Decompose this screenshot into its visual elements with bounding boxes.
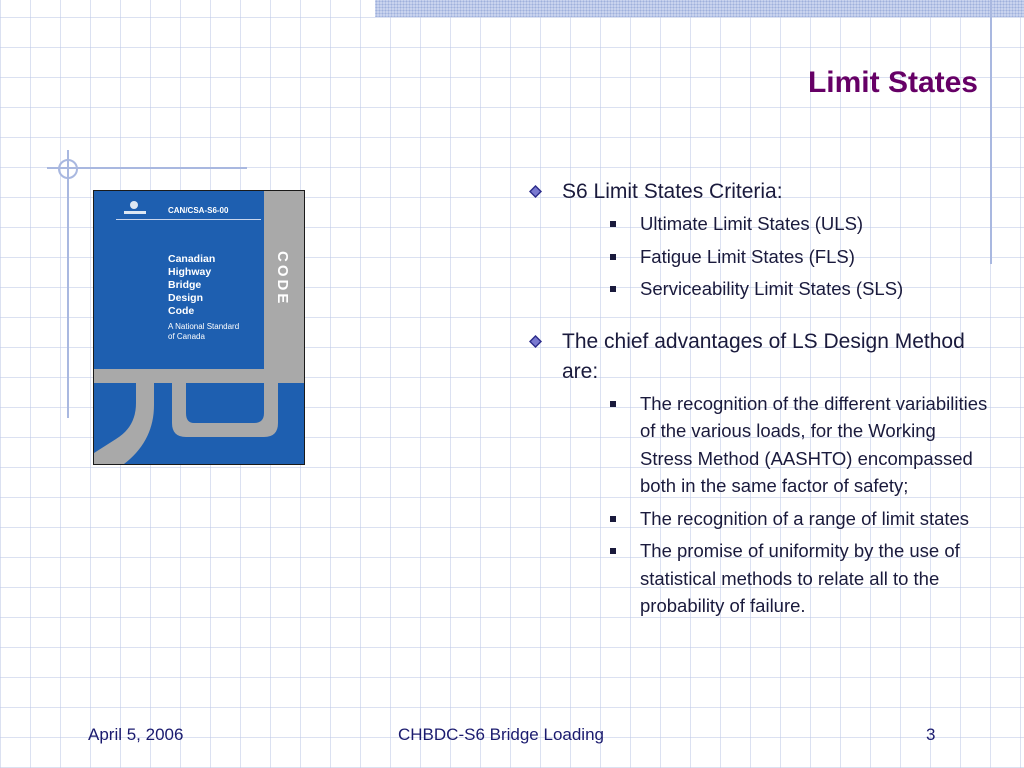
sub-bullet-text: The recognition of a range of limit states <box>640 507 970 529</box>
sub-bullet-item <box>562 210 988 238</box>
square-bullet-icon <box>610 286 616 292</box>
footer-page-number: 3 <box>926 725 936 744</box>
book-cover-graphic <box>94 191 304 464</box>
diamond-bullet-icon <box>529 185 542 198</box>
cover-title-line: Code <box>168 305 195 317</box>
cover-title-line: Bridge <box>168 279 202 291</box>
sub-bullet-item <box>562 505 988 533</box>
left-vertical-decorative-line <box>67 150 69 418</box>
sub-bullet-text: Serviceability Limit States (SLS) <box>640 278 904 299</box>
sub-bullet-list <box>562 390 988 620</box>
bullet-level1 <box>528 327 988 620</box>
top-decorative-band <box>375 0 1024 17</box>
bullet-text: S6 Limit States Criteria: <box>562 180 783 203</box>
square-bullet-icon <box>610 221 616 227</box>
sub-bullet-text: The recognition of the different variabilities of the various loads, for the Working Stress Method (AASHTO) encompassed both in the same factor of safety; <box>640 392 988 496</box>
cover-header-code: CAN/CSA-S6-00 <box>168 206 229 215</box>
diamond-bullet-icon <box>529 335 542 348</box>
cover-title-line: Highway <box>168 266 212 278</box>
bullet-level1 <box>528 177 988 303</box>
sub-bullet-item <box>562 243 988 271</box>
sub-bullet-item <box>562 390 988 500</box>
square-bullet-icon <box>610 516 616 522</box>
code-book-cover-image <box>93 190 305 465</box>
crosshair-decoration <box>58 159 78 179</box>
sub-bullet-list <box>562 210 988 303</box>
sub-bullet-item <box>562 275 988 303</box>
sub-bullet-item <box>562 537 988 620</box>
cover-subtitle-line: of Canada <box>168 332 205 341</box>
footer-title: CHBDC-S6 Bridge Loading <box>398 725 604 744</box>
slide-title: Limit States <box>807 66 978 99</box>
square-bullet-icon <box>610 254 616 260</box>
cover-title-line: Design <box>168 292 204 304</box>
footer-date: April 5, 2006 <box>88 725 184 744</box>
sub-bullet-text: Ultimate Limit States (ULS) <box>640 213 864 234</box>
sub-bullet-text: Fatigue Limit States (FLS) <box>640 245 855 267</box>
bullet-text: The chief advantages of LS Design Method are: <box>562 329 965 383</box>
square-bullet-icon <box>610 548 616 554</box>
cover-side-label: CODE <box>274 251 291 307</box>
slide-content <box>528 177 988 625</box>
square-bullet-icon <box>610 401 616 407</box>
sub-bullet-text: The promise of uniformity by the use of statistical methods to relate all to the probability of failure. <box>640 540 960 616</box>
cover-title-line: Canadian <box>168 253 216 265</box>
right-decorative-line <box>990 0 992 264</box>
cover-subtitle-line: A National Standard <box>168 322 240 331</box>
